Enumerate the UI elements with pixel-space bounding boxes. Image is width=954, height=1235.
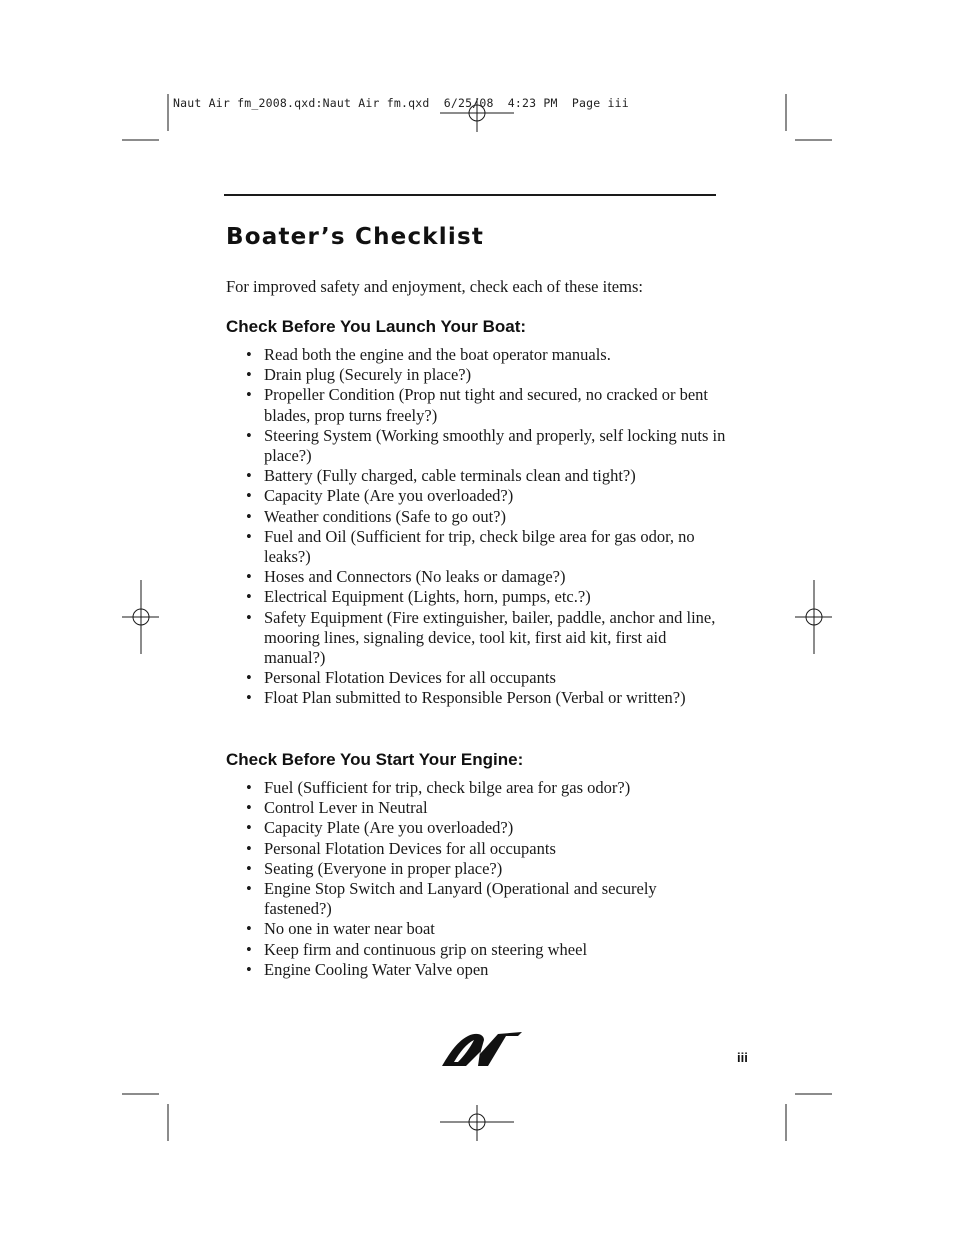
list-item-text: Read both the engine and the boat operator manuals. bbox=[264, 345, 611, 364]
launch-checklist bbox=[246, 345, 726, 709]
section-heading-start-engine: Check Before You Start Your Engine: bbox=[226, 750, 524, 769]
bullet: • bbox=[246, 778, 252, 797]
header-rule bbox=[224, 194, 716, 196]
bullet: • bbox=[246, 345, 252, 364]
list-item bbox=[246, 527, 726, 567]
print-slug-line: Naut Air fm_2008.qxd:Naut Air fm.qxd 6/25/08 4:23 PM Page iii bbox=[173, 96, 629, 110]
bullet: • bbox=[246, 466, 252, 486]
list-item bbox=[246, 688, 726, 708]
bullet: • bbox=[246, 607, 252, 627]
start-engine-checklist bbox=[246, 778, 726, 980]
bullet: • bbox=[246, 486, 252, 506]
bullet: • bbox=[246, 425, 252, 445]
list-item-text: Seating (Everyone in proper place?) bbox=[264, 858, 503, 878]
list-item-text: Float Plan submitted to Responsible Person (Verbal or written?) bbox=[264, 688, 686, 708]
bullet: • bbox=[246, 688, 252, 708]
section-heading-launch: Check Before You Launch Your Boat: bbox=[226, 317, 527, 336]
bullet: • bbox=[246, 567, 252, 587]
list-item bbox=[246, 587, 726, 607]
registration-mark-right bbox=[795, 580, 832, 654]
list-item-text: Capacity Plate (Are you overloaded?) bbox=[264, 486, 514, 506]
list-item-text: Control Lever in Neutral bbox=[264, 798, 428, 818]
list-item bbox=[246, 668, 726, 688]
list-item bbox=[246, 839, 726, 859]
bullet: • bbox=[246, 365, 252, 385]
list-item bbox=[246, 507, 726, 527]
list-item-text: Fuel (Sufficient for trip, check bilge area for gas odor?) bbox=[264, 778, 631, 797]
registration-mark-bottom bbox=[440, 1105, 514, 1141]
bullet: • bbox=[246, 385, 252, 405]
list-item bbox=[246, 818, 726, 838]
list-item bbox=[246, 426, 726, 466]
list-item-text: Electrical Equipment (Lights, horn, pumps, etc.?) bbox=[264, 587, 591, 607]
list-item-text: Hoses and Connectors (No leaks or damage?) bbox=[264, 567, 566, 587]
bullet: • bbox=[246, 798, 252, 818]
list-item-text: No one in water near boat bbox=[264, 919, 435, 939]
bullet: • bbox=[246, 919, 252, 939]
list-item-text: Capacity Plate (Are you overloaded?) bbox=[264, 818, 514, 838]
list-item-text: Keep firm and continuous grip on steering wheel bbox=[264, 939, 588, 959]
list-item-text: Personal Flotation Devices for all occupants bbox=[264, 668, 556, 688]
registration-mark-left bbox=[122, 580, 159, 654]
list-item bbox=[246, 608, 726, 669]
bullet: • bbox=[246, 506, 252, 526]
list-item bbox=[246, 778, 726, 798]
bullet: • bbox=[246, 526, 252, 546]
intro-text: For improved safety and enjoyment, check each of these items: bbox=[226, 277, 643, 296]
bullet: • bbox=[246, 858, 252, 878]
list-item-text: Engine Stop Switch and Lanyard (Operational and securely fastened?) bbox=[264, 879, 657, 919]
nautic-logo-icon bbox=[440, 1030, 524, 1070]
list-item bbox=[246, 385, 726, 425]
list-item bbox=[246, 486, 726, 506]
list-item-text: Engine Cooling Water Valve open bbox=[264, 959, 489, 979]
list-item-text: Drain plug (Securely in place?) bbox=[264, 365, 472, 385]
list-item bbox=[246, 798, 726, 818]
bullet: • bbox=[246, 879, 252, 899]
list-item bbox=[246, 960, 726, 980]
bullet: • bbox=[246, 959, 252, 979]
list-item-text: Weather conditions (Safe to go out?) bbox=[264, 506, 506, 526]
list-item-text: Propeller Condition (Prop nut tight and secured, no cracked or bent blades, prop turns freely?) bbox=[264, 385, 709, 425]
list-item-text: Safety Equipment (Fire extinguisher, bailer, paddle, anchor and line, mooring lines, signaling device, tool kit, first aid kit, first aid manual?) bbox=[264, 607, 716, 668]
list-item-text: Battery (Fully charged, cable terminals clean and tight?) bbox=[264, 466, 636, 486]
list-item-text: Personal Flotation Devices for all occupants bbox=[264, 838, 556, 858]
list-item bbox=[246, 365, 726, 385]
list-item bbox=[246, 919, 726, 939]
bullet: • bbox=[246, 668, 252, 688]
bullet: • bbox=[246, 838, 252, 858]
list-item-text: Fuel and Oil (Sufficient for trip, check bilge area for gas odor, no leaks?) bbox=[264, 526, 695, 567]
list-item-text: Steering System (Working smoothly and properly, self locking nuts in place?) bbox=[264, 425, 726, 466]
page-title: Boater’s Checklist bbox=[226, 224, 485, 250]
list-item bbox=[246, 567, 726, 587]
bullet: • bbox=[246, 939, 252, 959]
list-item bbox=[246, 879, 726, 919]
page-number: iii bbox=[737, 1050, 748, 1065]
list-item bbox=[246, 859, 726, 879]
list-item bbox=[246, 940, 726, 960]
list-item bbox=[246, 345, 726, 365]
bullet: • bbox=[246, 818, 252, 838]
bullet: • bbox=[246, 587, 252, 607]
list-item bbox=[246, 466, 726, 486]
